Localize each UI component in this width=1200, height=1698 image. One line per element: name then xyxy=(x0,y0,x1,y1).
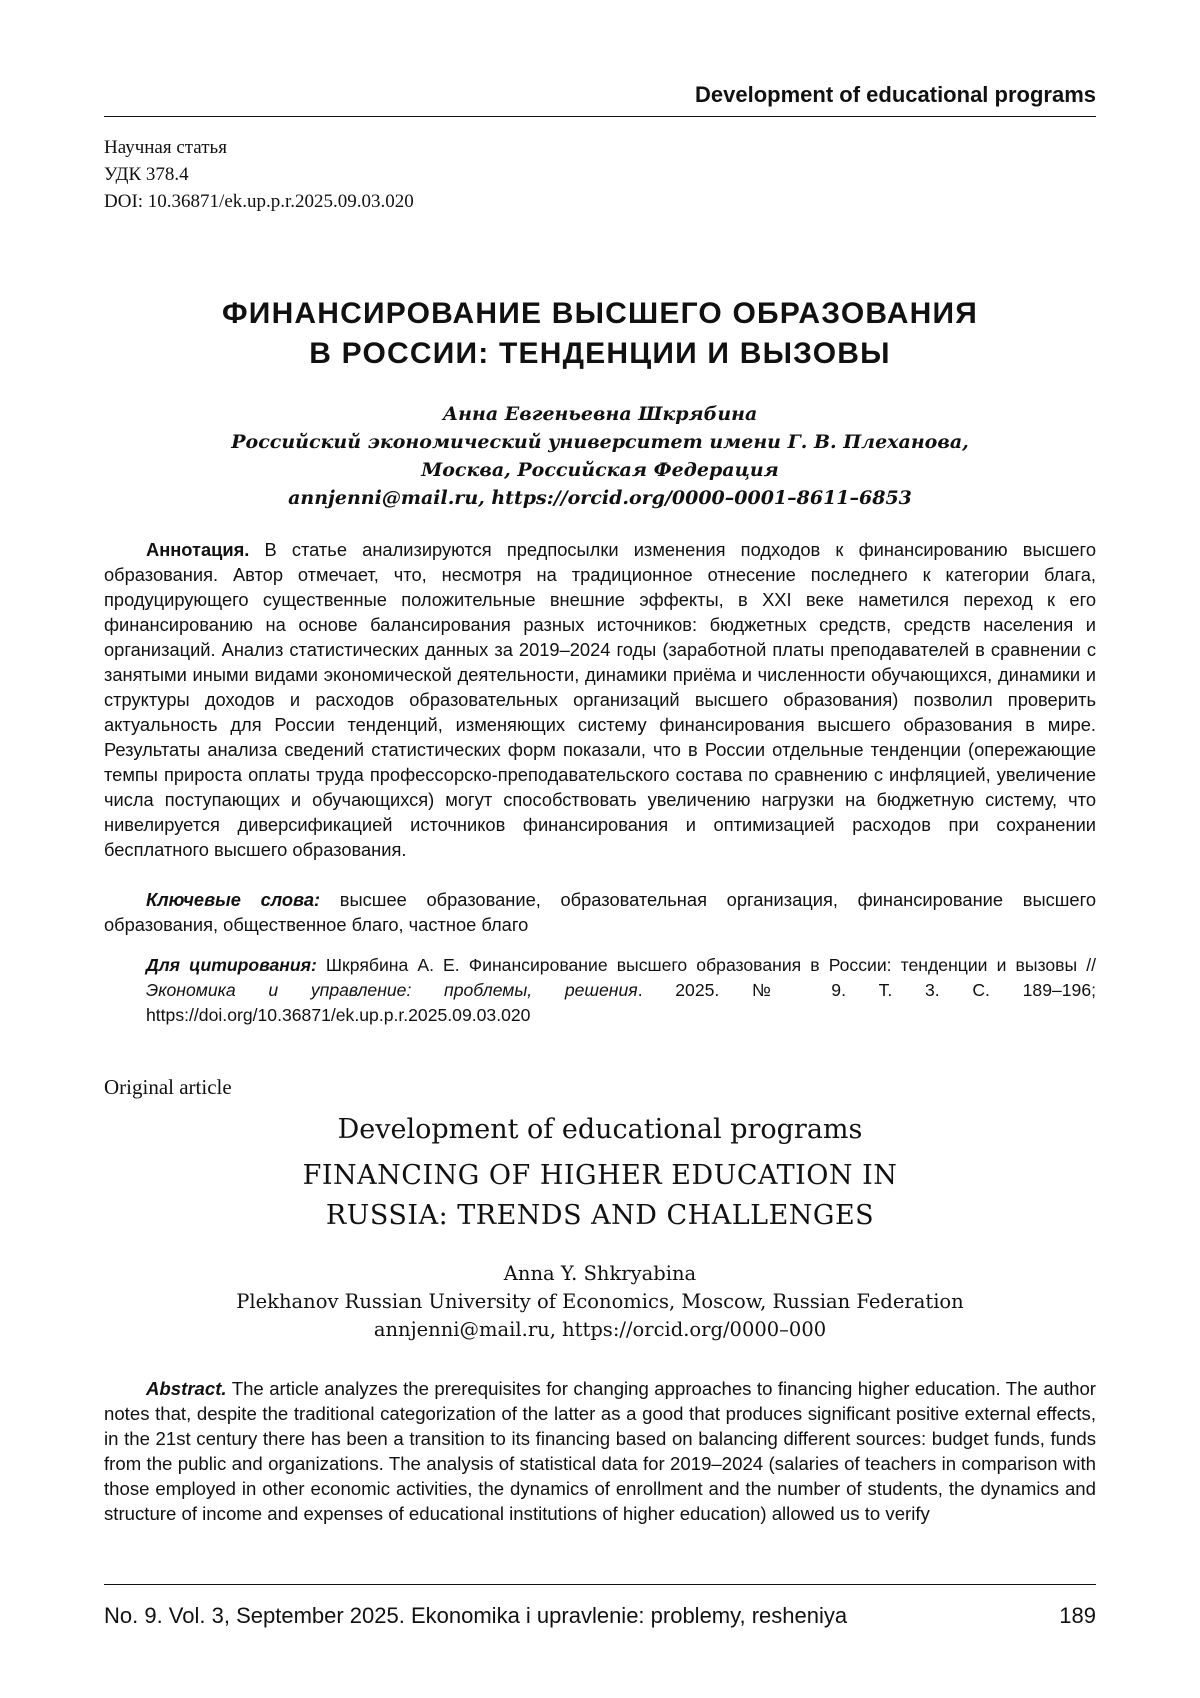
ru-citation-tail: . 2025. № 9. Т. 3. С. 189–196; https://doi. xyxy=(146,980,1097,1025)
en-abstract-label: Abstract. xyxy=(146,1378,227,1399)
en-title-line-2: RUSSIA: TRENDS AND CHALLENGES xyxy=(325,1200,875,1231)
ru-affiliation-line-2: Москва, Российская Федерация xyxy=(421,459,779,481)
page-footer xyxy=(104,1584,1096,1629)
ru-author-block xyxy=(104,400,1096,512)
en-section-heading: Development of educational programs xyxy=(337,1114,863,1145)
en-author-name: Anna Y. Shkryabina xyxy=(503,1262,697,1285)
footer-journal: No. 9. Vol. 3, September 2025. Ekonomika i upravlenie: problemy, resheniya xyxy=(104,1603,848,1628)
ru-citation xyxy=(104,953,1096,1028)
en-title xyxy=(104,1156,1096,1236)
en-abstract xyxy=(104,1376,1096,1526)
ru-keywords xyxy=(104,887,1096,937)
ru-citation-doi: org/10.36871/ek.up.p.r.2025.09.03.020 xyxy=(227,1005,531,1025)
ru-title-line-2: В РОССИИ: ТЕНДЕНЦИИ И ВЫЗОВЫ xyxy=(309,337,891,370)
ru-title-line-1: ФИНАНСИРОВАНИЕ ВЫСШЕГО ОБРАЗОВАНИЯ xyxy=(222,297,978,330)
ru-keywords-text: высшее образование, образовательная организация, финансирование высшего образования, общественное благо, частное благо xyxy=(104,889,1096,935)
ru-contacts: annjenni@mail.ru, https://orcid.org/0000–0001–8611–6853 xyxy=(288,487,912,509)
article-type-ru: Научная статья xyxy=(104,137,227,158)
en-abstract-text: The article analyzes the prerequisites for changing approaches to financing higher education. The author notes that, despite the traditional categorization of the latter as a good that produces significant positive external effects, in the 21st century there has been a transition to its financing based on balancing different sources: budget funds, funds from the public and organizations. The analysis of statistical data for 2019–2024 (salaries of teachers in comparison with those employed in other economic activities, the dynamics of enrollment and the number of students, the dynamics and structure of income and expenses of educational institutions of higher education) allowed us to verify xyxy=(104,1378,1096,1524)
ru-title xyxy=(104,294,1096,374)
page-number: 189 xyxy=(1059,1603,1096,1628)
article-meta xyxy=(104,134,414,215)
ru-author-name: Анна Евгеньевна Шкрябина xyxy=(442,403,758,425)
en-contacts: annjenni@mail.ru, https://orcid.org/0000–000 xyxy=(373,1318,827,1341)
en-title-line-1: FINANCING OF HIGHER EDUCATION IN xyxy=(302,1160,898,1191)
ru-citation-text: Шкрябина А. Е. Финансирование высшего образования в России: тенденции и вызовы // xyxy=(316,955,1096,975)
article-type-en: Original article xyxy=(104,1075,232,1099)
doi: DOI: 10.36871/ek.up.p.r.2025.09.03.020 xyxy=(104,191,414,212)
ru-abstract xyxy=(104,537,1096,862)
ru-affiliation-line-1: Российский экономический университет имени Г. В. Плеханова, xyxy=(231,431,969,453)
en-affiliation: Plekhanov Russian University of Economics, Moscow, Russian Federation xyxy=(236,1290,964,1313)
ru-citation-label: Для цитирования: xyxy=(146,955,317,975)
ru-citation-source: Экономика и управление: проблемы, решения xyxy=(146,980,638,1000)
udc-code: УДК 378.4 xyxy=(104,164,189,185)
running-head: Development of educational programs xyxy=(104,82,1096,117)
ru-abstract-label: Аннотация. xyxy=(146,539,250,560)
ru-abstract-text: В статье анализируются предпосылки изменения подходов к финансированию высшего образования. Автор отмечает, что, несмотря на традиционное отнесение последнего к категории блага, продуцирующего существенные положительные внешние эффекты, в XXI веке наметился переход к его финансированию на основе балансирования разных источников: бюджетных средств, средств населения и организаций. Анализ статистических данных за 2019–2024 годы (заработной платы преподавателей в сравнении с занятыми иными видами экономической деятельности, динамики приёма и численности обучающихся, динамики и структуры доходов и расходов образовательных организаций высшего образования) позволил проверить актуальность для России тенденций, изменяющих систему финансирования высшего образования в мире. Результаты анализа сведений статистических форм показали, что в России отдельные тенденции (опережающие темпы прироста оплаты труда профессорско-преподавательского состава по сравнению с инфляцией, увеличение числа поступающих и обучающихся) могут способствовать увеличению нагрузки на бюджетную систему, что нивелируется диверсификацией источников финансирования и оптимизацией расходов при сохранении бесплатного высшего образования. xyxy=(104,539,1096,860)
ru-keywords-label: Ключевые слова: xyxy=(146,889,321,910)
en-author-block xyxy=(104,1260,1096,1344)
